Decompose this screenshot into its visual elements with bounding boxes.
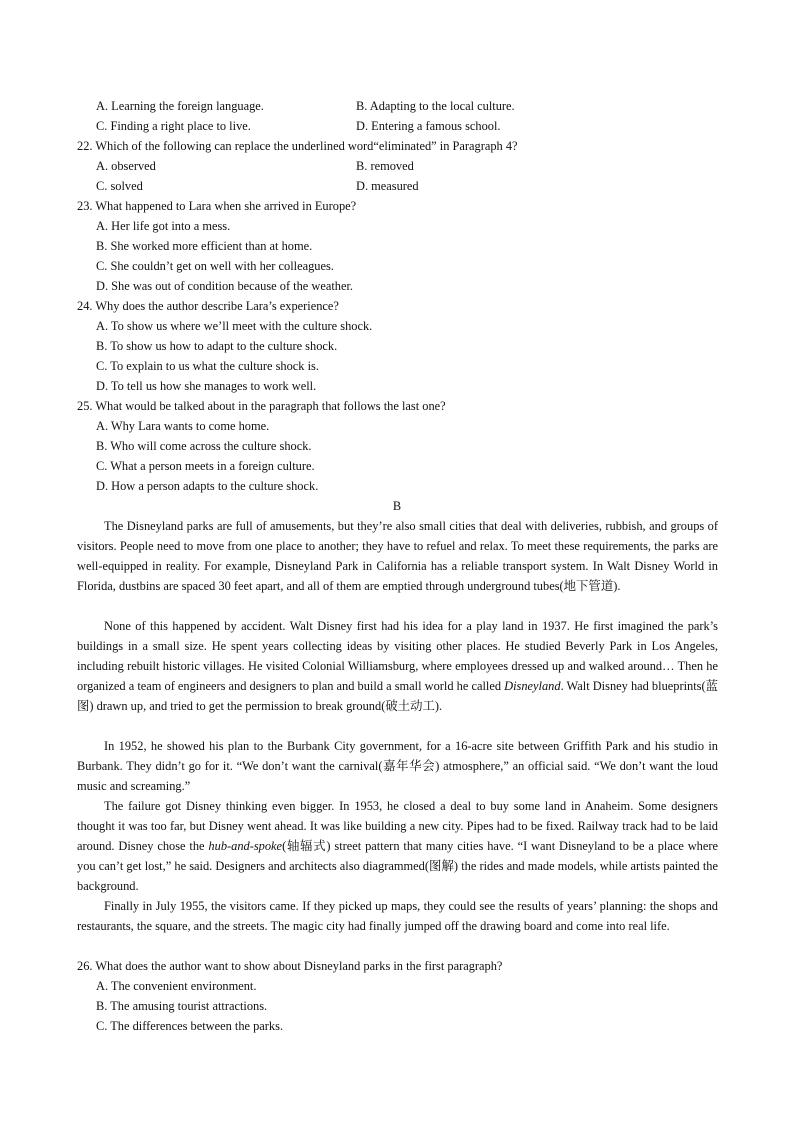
q23-option-a: A. Her life got into a mess. [96, 219, 231, 233]
paragraph-text: None of this happened by accident. Walt Disney first had his idea for a play land in 1937. He first imagined the park’s buildings in a small size. He spent years collecting ideas by visiting other places. He studied Beverly Park in Los Angeles, including rebuilt historic villages. He visited Colonial Williamsburg, where employees dressed up and walked around… Then he organized a team of engineers and designers to plan and build a small world he called [77, 619, 718, 693]
q21-option-c: C. Finding a right place to live. [96, 119, 251, 133]
q25-option-c: C. What a person meets in a foreign culture. [96, 459, 315, 473]
q21-option-d: D. Entering a famous school. [356, 119, 501, 133]
q25-option-d: D. How a person adapts to the culture shock. [96, 479, 319, 493]
q25-option-a: A. Why Lara wants to come home. [96, 419, 270, 433]
q25-option-b: B. Who will come across the culture shock. [96, 439, 312, 453]
q22-stem: 22. Which of the following can replace the underlined word“eliminated” in Paragraph 4? [77, 139, 518, 153]
q23-stem: 23. What happened to Lara when she arrived in Europe? [77, 199, 357, 213]
passage-paragraph-5: Finally in July 1955, the visitors came. If they picked up maps, they could see the results of years’ planning: the shops and restaurants, the square, and the streets. The magic city had finally jumped off the drawing board and come into real life. [77, 899, 718, 933]
q24-option-b: B. To show us how to adapt to the culture shock. [96, 339, 338, 353]
q21-option-a: A. Learning the foreign language. [96, 99, 264, 113]
q23-option-c: C. She couldn’t get on well with her colleagues. [96, 259, 334, 273]
q26-stem: 26. What does the author want to show about Disneyland parks in the first paragraph? [77, 959, 503, 973]
q26-option-c: C. The differences between the parks. [96, 1019, 284, 1033]
passage-paragraph-1: The Disneyland parks are full of amusements, but they’re also small cities that deal with deliveries, rubbish, and groups of visitors. People need to move from one place to another; they have to refuel and relax. To meet these requirements, the parks are well-equipped in reality. For example, Disneyland Park in California has a reliable transport system. In Walt Disney World in Florida, dustbins are spaced 30 feet apart, and all of them are emptied through underground tubes(地下管道). [77, 519, 718, 593]
section-heading: B [392, 499, 402, 513]
passage-paragraph-2 [77, 616, 718, 716]
q24-option-d: D. To tell us how she manages to work well. [96, 379, 317, 393]
q24-option-a: A. To show us where we’ll meet with the culture shock. [96, 319, 373, 333]
q24-option-c: C. To explain to us what the culture shock is. [96, 359, 319, 373]
q26-option-b: B. The amusing tourist attractions. [96, 999, 268, 1013]
q23-option-b: B. She worked more efficient than at home. [96, 239, 313, 253]
q22-option-d: D. measured [356, 179, 419, 193]
italic-term: hub-and-spoke [208, 839, 283, 853]
paragraph-text: . Walt Disney had blueprints(蓝图) drawn up, and tried to get the permission to break ground(破土动工). [77, 679, 719, 713]
q22-option-c: C. solved [96, 179, 143, 193]
passage-paragraph-4 [77, 796, 718, 896]
q22-option-b: B. removed [356, 159, 414, 173]
q23-option-d: D. She was out of condition because of the weather. [96, 279, 354, 293]
paragraph-text: (轴辐式) street pattern that many cities have. “I want Disneyland to be a place where you can’t get lost,” he said. Designers and architects also diagrammed(图解) the rides and made models, while artists painted the background. [77, 839, 718, 893]
q24-stem: 24. Why does the author describe Lara’s experience? [77, 299, 339, 313]
q26-option-a: A. The convenient environment. [96, 979, 257, 993]
italic-term: Disneyland [504, 679, 561, 693]
q22-option-a: A. observed [96, 159, 156, 173]
q21-option-b: B. Adapting to the local culture. [356, 99, 515, 113]
passage-paragraph-3: In 1952, he showed his plan to the Burbank City government, for a 16-acre site between Griffith Park and his studio in Burbank. They didn’t go for it. “We don’t want the carnival(嘉年华会) atmosphere,” an official said. “We don’t want the loud music and screaming.” [77, 739, 718, 793]
q25-stem: 25. What would be talked about in the paragraph that follows the last one? [77, 399, 446, 413]
paragraph-text: The failure got Disney thinking even bigger. In 1953, he closed a deal to buy some land in Anaheim. Some designers thought it was too far, but Disney went ahead. It was like building a new city. Pipes had to be fixed. Railway track had to be laid around. Disney chose the [77, 799, 718, 853]
